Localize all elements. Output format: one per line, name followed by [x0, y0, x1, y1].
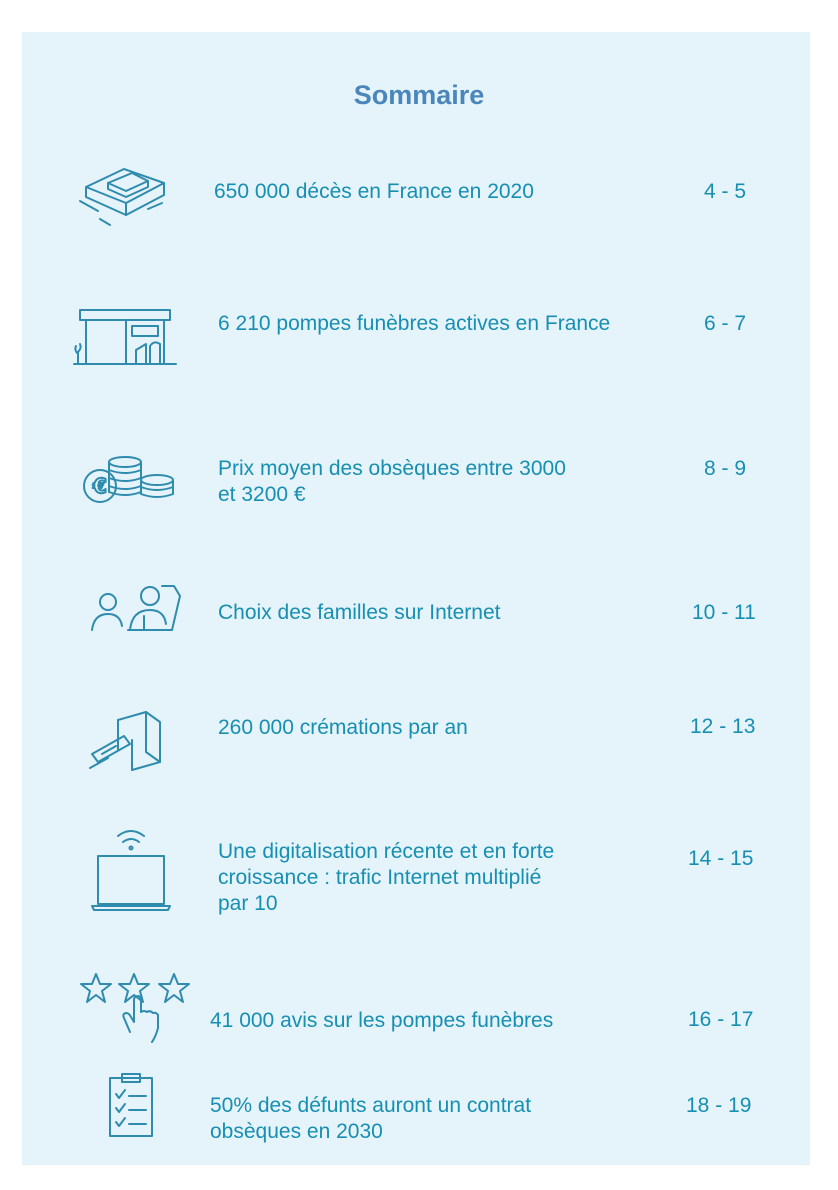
toc-item-7-label: 41 000 avis sur les pompes funèbres — [210, 1009, 554, 1032]
laptop-wifi-icon — [90, 828, 172, 914]
funeral-home-icon — [72, 306, 178, 368]
toc-item-1-label: 650 000 décès en France en 2020 — [214, 180, 534, 203]
toc-item-2-label: 6 210 pompes funèbres actives en France — [218, 312, 611, 335]
toc-item-2-pages: 6 - 7 — [704, 312, 747, 335]
toc-item-5-pages: 12 - 13 — [690, 715, 756, 738]
toc-item-3-pages: 8 - 9 — [704, 457, 747, 480]
euro-coins-icon — [80, 452, 176, 504]
toc-item-5-label: 260 000 crémations par an — [218, 716, 468, 739]
toc-item-6-label: Une digitalisation récente et en forte croissance : trafic Internet multiplié par 10 — [218, 840, 555, 915]
toc-item-4-label: Choix des familles sur Internet — [218, 601, 501, 624]
page-title: Sommaire — [353, 80, 485, 110]
checklist-clipboard-icon — [104, 1070, 158, 1140]
toc-item-6-pages: 14 - 15 — [688, 847, 754, 870]
toc-item-1-pages: 4 - 5 — [704, 180, 747, 203]
star-rating-icon — [78, 970, 194, 1044]
family-consultation-icon — [88, 582, 184, 638]
toc-item-3-label: Prix moyen des obsèques entre 3000 et 3200 € — [218, 457, 566, 506]
svg-text:€: € — [93, 474, 107, 498]
toc-item-8-pages: 18 - 19 — [686, 1094, 752, 1117]
cremation-icon — [88, 710, 164, 772]
toc-item-7-pages: 16 - 17 — [688, 1008, 754, 1031]
toc-item-8-label: 50% des défunts auront un contrat obsèques en 2030 — [210, 1094, 532, 1143]
coffin-icon — [78, 165, 170, 231]
toc-item-4-pages: 10 - 11 — [692, 601, 756, 624]
